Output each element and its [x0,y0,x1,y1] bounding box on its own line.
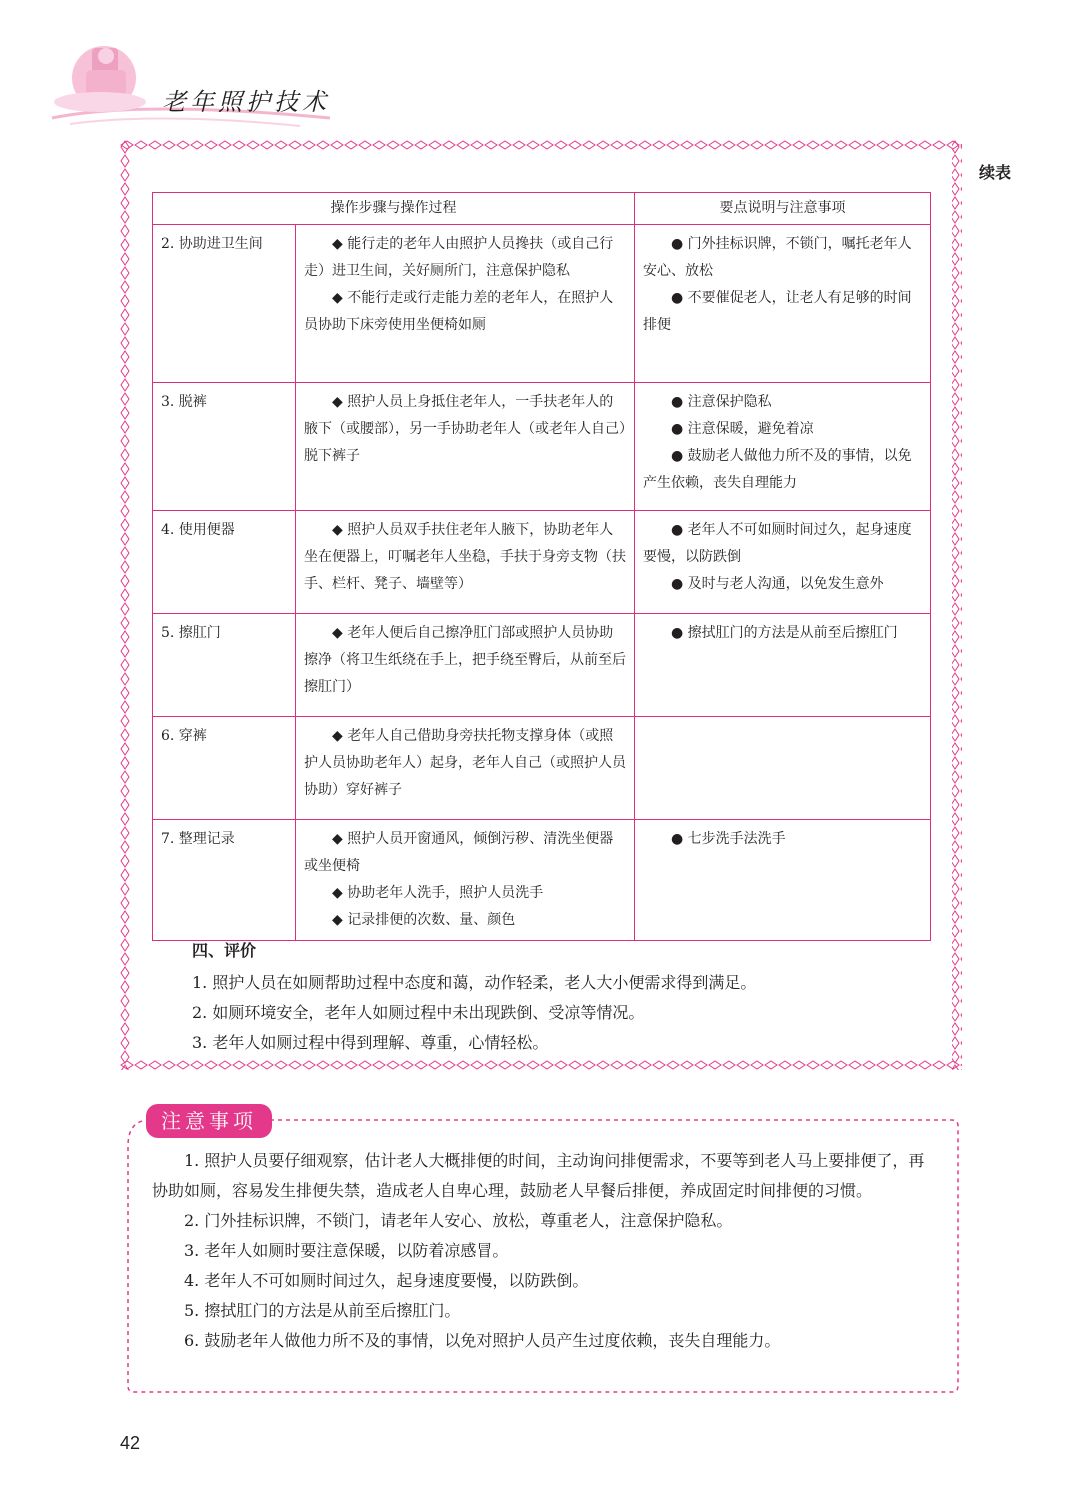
evaluation-item: 1. 照护人员在如厕帮助过程中态度和蔼，动作轻柔，老人大小便需求得到满足。 [192,973,757,992]
process-cell [296,614,635,717]
note-line: ● 七步洗手法洗手 [671,831,786,847]
table-row [153,820,931,941]
notes-item: 5. 擦拭肛门的方法是从前至后擦肛门。 [184,1301,461,1320]
step-cell: 2. 协助进卫生间 [153,225,296,383]
table-header-row [153,193,931,225]
process-line: ◆ 照护人员上身抵住老年人，一手扶老年人的腋下（或腰部），另一手协助老年人（或老年人自己）脱下裤子 [304,394,626,464]
process-line: ◆ 记录排便的次数、量、颜色 [332,912,516,928]
note-line: ● 注意保护隐私 [671,394,772,410]
process-line: ◆ 照护人员开窗通风，倾倒污秽、清洗坐便器或坐便椅 [304,831,614,874]
note-line: ● 门外挂标识牌，不锁门，嘱托老年人安心、放松 [643,236,912,279]
table-row [153,614,931,717]
table-row [153,717,931,820]
step-cell: 5. 擦肛门 [153,614,296,717]
note-line: ● 不要催促老人，让老人有足够的时间排便 [643,290,912,333]
step-cell: 6. 穿裤 [153,717,296,820]
page-number: 42 [120,1433,141,1453]
process-line: ◆ 不能行走或行走能力差的老年人，在照护人员协助下床旁使用坐便椅如厕 [304,290,614,333]
table-row [153,511,931,614]
notes-item: 3. 老年人如厕时要注意保暖，以防着凉感冒。 [184,1241,509,1260]
evaluation-heading: 四、评价 [192,941,257,960]
note-line: ● 老年人不可如厕时间过久，起身速度要慢，以防跌倒 [643,522,912,565]
continued-label: 续表 [978,163,1011,182]
process-line: ◆ 照护人员双手扶住老年人腋下，协助老年人坐在便器上，叮嘱老年人坐稳，手扶于身旁支物（扶手、栏杆、凳子、墙壁等） [304,522,626,592]
process-line: ◆ 能行走的老年人由照护人员搀扶（或自己行走）进卫生间，关好厕所门，注意保护隐私 [304,236,614,279]
notes-item: 6. 鼓励老年人做他力所不及的事情，以免对照护人员产生过度依赖，丧失自理能力。 [184,1331,781,1350]
note-line: ● 及时与老人沟通，以免发生意外 [671,576,884,592]
evaluation-item: 2. 如厕环境安全，老年人如厕过程中未出现跌倒、受凉等情况。 [192,1003,645,1022]
notes-box [120,1100,962,1395]
process-cell [296,717,635,820]
notes-cell [635,614,931,717]
process-line: ◆ 老年人便后自己擦净肛门部或照护人员协助擦净（将卫生纸绕在手上，把手绕至臀后，从前至后擦肛门） [304,625,626,695]
header-process: 操作步骤与操作过程 [153,193,635,225]
book-title: 老年照护技术 [162,88,330,116]
procedure-table [152,192,931,941]
notes-cell [635,225,931,383]
step-cell: 7. 整理记录 [153,820,296,941]
notes-item: 4. 老年人不可如厕时间过久，起身速度要慢，以防跌倒。 [184,1271,589,1290]
notes-cell [635,511,931,614]
notes-body [152,1146,940,1356]
notes-item: 2. 门外挂标识牌，不锁门，请老年人安心、放松，尊重老人，注意保护隐私。 [184,1211,733,1230]
notes-item: 1. 照护人员要仔细观察，估计老人大概排便的时间，主动询问排便需求，不要等到老人马上要排便了，再协助如厕，容易发生排便失禁，造成老人自卑心理，鼓励老人早餐后排便，养成固定时间排便的习惯。 [152,1151,925,1200]
note-line: ● 注意保暖，避免着凉 [671,421,814,437]
note-line: ● 鼓励老人做他力所不及的事情，以免产生依赖，丧失自理能力 [643,448,912,491]
process-line: ◆ 协助老年人洗手，照护人员洗手 [332,885,544,901]
note-line: ● 擦拭肛门的方法是从前至后擦肛门 [671,625,898,641]
step-cell: 3. 脱裤 [153,383,296,511]
header-decoration [0,0,330,140]
process-cell [296,511,635,614]
notes-cell [635,820,931,941]
evaluation-item: 3. 老年人如厕过程中得到理解、尊重，心情轻松。 [192,1033,549,1052]
table-row [153,225,931,383]
evaluation-section [192,936,912,1058]
table-row [153,383,931,511]
header-notes: 要点说明与注意事项 [635,193,931,225]
notes-tag: 注意事项 [146,1104,272,1138]
notes-cell [635,717,931,820]
process-line: ◆ 老年人自己借助身旁扶托物支撑身体（或照护人员协助老年人）起身，老年人自己（或照护人员协助）穿好裤子 [304,728,626,798]
process-cell [296,383,635,511]
notes-cell [635,383,931,511]
step-cell: 4. 使用便器 [153,511,296,614]
process-cell [296,820,635,941]
page-header [0,0,1083,140]
process-cell [296,225,635,383]
